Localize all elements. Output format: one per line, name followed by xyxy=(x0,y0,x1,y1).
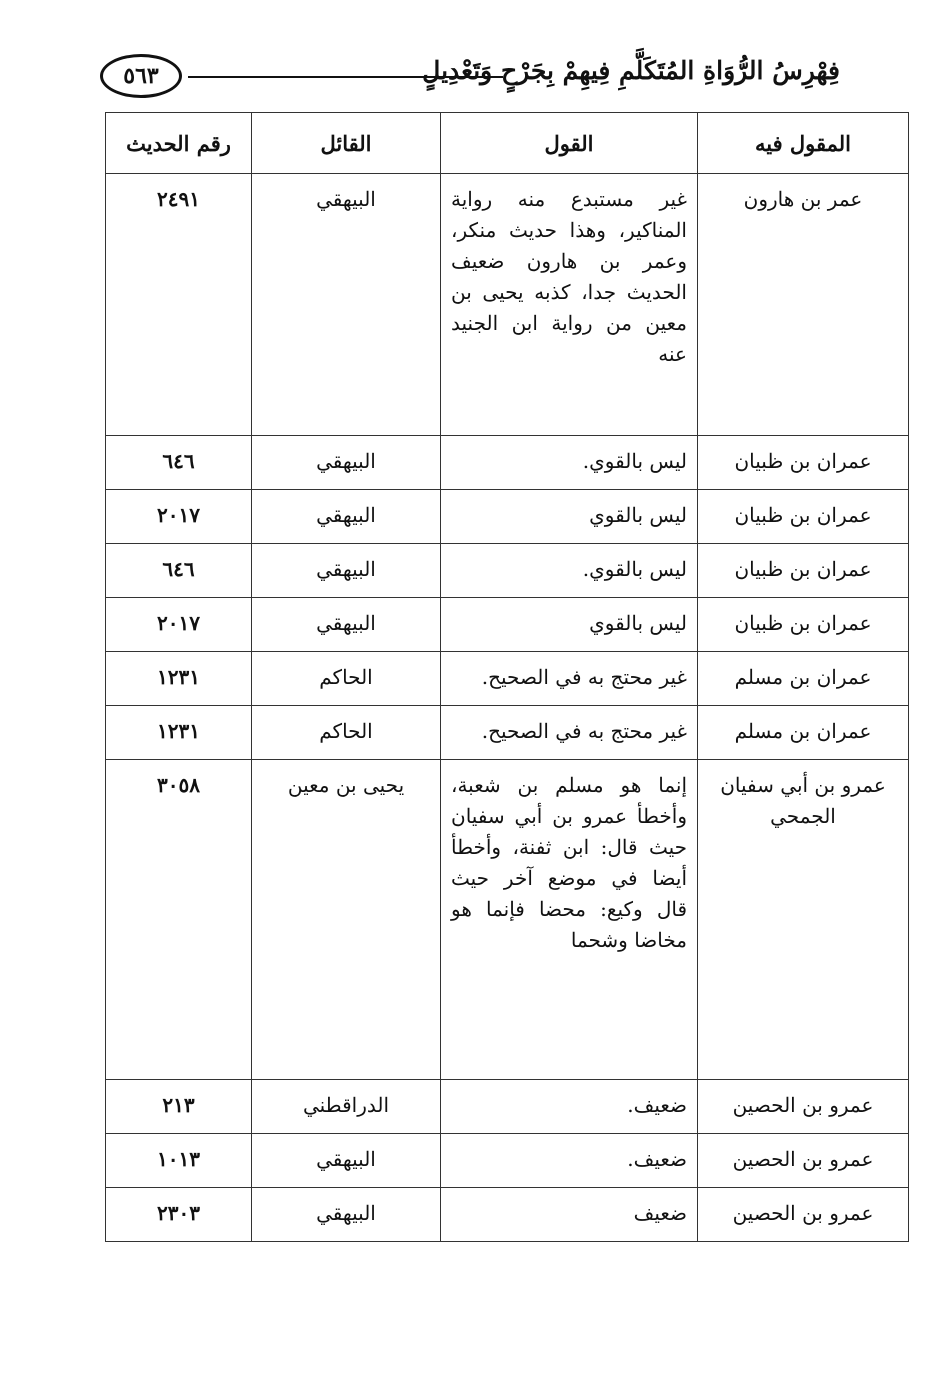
hadith-number-cell: ٢٠١٧ xyxy=(106,490,252,544)
hadith-number-cell: ٢٠١٧ xyxy=(106,598,252,652)
narrator-cell: عمران بن ظبيان xyxy=(698,436,909,490)
table-row xyxy=(106,706,909,760)
hadith-number-cell: ٦٤٦ xyxy=(106,436,252,490)
saying-cell: ضعيف xyxy=(441,1188,698,1242)
table-row xyxy=(106,1080,909,1134)
sayer-cell: البيهقي xyxy=(252,174,441,436)
table-row xyxy=(106,436,909,490)
sayer-cell: يحيى بن معين xyxy=(252,760,441,1080)
table-row xyxy=(106,544,909,598)
saying-cell: ليس بالقوي xyxy=(441,598,698,652)
saying-cell: ليس بالقوي xyxy=(441,490,698,544)
sayer-cell: البيهقي xyxy=(252,490,441,544)
table-row xyxy=(106,1134,909,1188)
table-row xyxy=(106,490,909,544)
narrator-cell: عمرو بن الحصين xyxy=(698,1188,909,1242)
column-header-narrator: المقول فيه xyxy=(698,113,909,174)
sayer-cell: الحاكم xyxy=(252,652,441,706)
column-header-saying: القول xyxy=(441,113,698,174)
sayer-cell: البيهقي xyxy=(252,544,441,598)
narrator-cell: عمران بن ظبيان xyxy=(698,598,909,652)
narrator-cell: عمرو بن الحصين xyxy=(698,1134,909,1188)
saying-cell: ضعيف. xyxy=(441,1080,698,1134)
narrator-cell: عمرو بن الحصين xyxy=(698,1080,909,1134)
hadith-number-cell: ٣٠٥٨ xyxy=(106,760,252,1080)
hadith-number-cell: ١٢٣١ xyxy=(106,652,252,706)
saying-cell: غير محتج به في الصحيح. xyxy=(441,652,698,706)
page-number: ٥٦٣ xyxy=(100,54,182,98)
sayer-cell: الدراقطني xyxy=(252,1080,441,1134)
sayer-cell: البيهقي xyxy=(252,436,441,490)
saying-cell: غير مستبدع منه رواية المناكير، وهذا حديث منكر، وعمر بن هارون ضعيف الحديث جدا، كذبه يحيى بن معين من رواية ابن الجنيد عنه xyxy=(441,174,698,436)
narrator-cell: عمران بن مسلم xyxy=(698,652,909,706)
hadith-number-cell: ٢٣٠٣ xyxy=(106,1188,252,1242)
table-row xyxy=(106,1188,909,1242)
narrator-cell: عمران بن ظبيان xyxy=(698,490,909,544)
saying-cell: ليس بالقوي. xyxy=(441,436,698,490)
narrator-cell: عمرو بن أبي سفيان الجمحي xyxy=(698,760,909,1080)
table-row xyxy=(106,174,909,436)
saying-cell: غير محتج به في الصحيح. xyxy=(441,706,698,760)
column-header-sayer: القائل xyxy=(252,113,441,174)
sayer-cell: الحاكم xyxy=(252,706,441,760)
table-row xyxy=(106,652,909,706)
table-row xyxy=(106,760,909,1080)
narrators-table xyxy=(105,112,909,1242)
sayer-cell: البيهقي xyxy=(252,1134,441,1188)
hadith-number-cell: ٢٤٩١ xyxy=(106,174,252,436)
table-header-row xyxy=(106,113,909,174)
saying-cell: ضعيف. xyxy=(441,1134,698,1188)
narrator-cell: عمران بن ظبيان xyxy=(698,544,909,598)
page-header xyxy=(100,52,840,104)
saying-cell: ليس بالقوي. xyxy=(441,544,698,598)
hadith-number-cell: ١٢٣١ xyxy=(106,706,252,760)
hadith-number-cell: ١٠١٣ xyxy=(106,1134,252,1188)
saying-cell: إنما هو مسلم بن شعبة، وأخطأ عمرو بن أبي سفيان حيث قال: ابن ثفنة، وأخطأ أيضا في موضع آخر حيث قال وكيع: محضا فإنما هو مخاضا وشحما xyxy=(441,760,698,1080)
narrator-cell: عمران بن مسلم xyxy=(698,706,909,760)
running-title: فِهْرِسُ الرُّوَاةِ المُتَكَلَّمِ فِيهِمْ بِجَرْحٍ وَتَعْدِيلٍ xyxy=(422,56,840,85)
table-row xyxy=(106,598,909,652)
sayer-cell: البيهقي xyxy=(252,598,441,652)
narrator-cell: عمر بن هارون xyxy=(698,174,909,436)
hadith-number-cell: ٢١٣ xyxy=(106,1080,252,1134)
column-header-hadith-number: رقم الحديث xyxy=(106,113,252,174)
sayer-cell: البيهقي xyxy=(252,1188,441,1242)
hadith-number-cell: ٦٤٦ xyxy=(106,544,252,598)
